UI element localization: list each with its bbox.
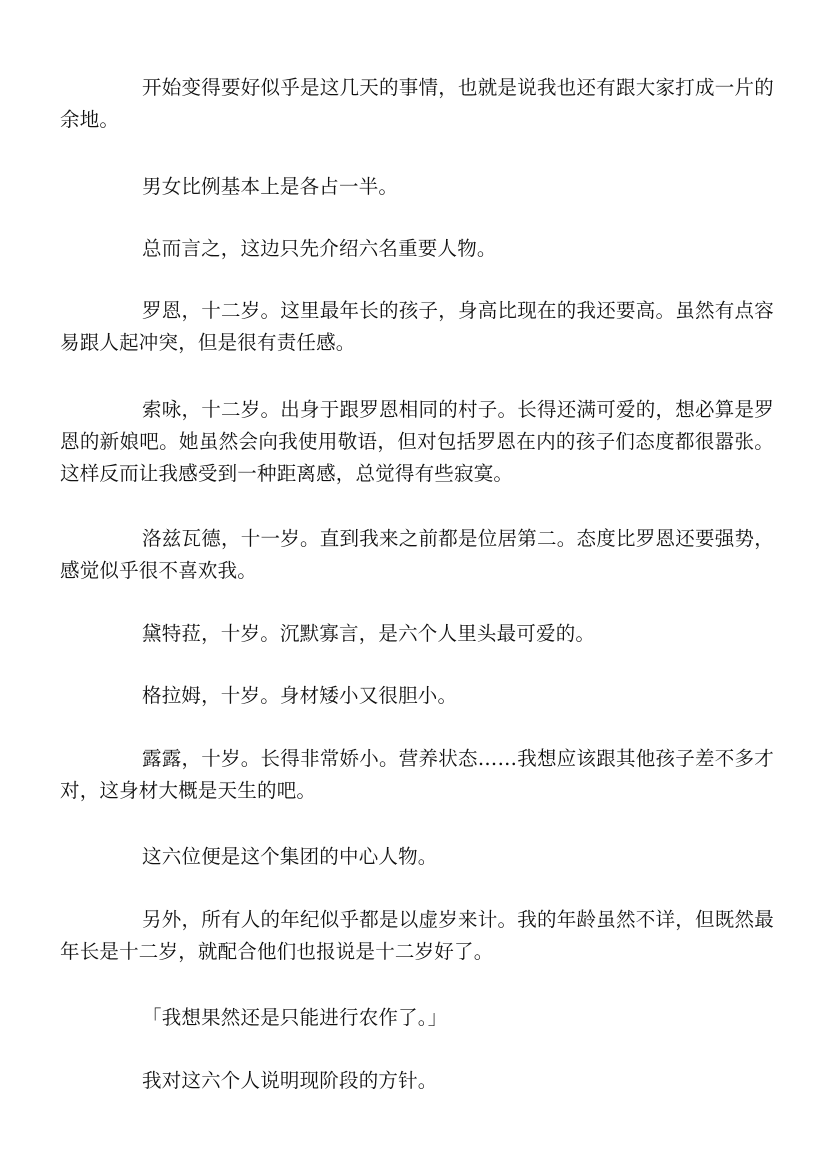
paragraph-13: 我对这六个人说明现阶段的方针。: [142, 1069, 438, 1092]
paragraph-9: 露露，十岁。长得非常娇小。营养状态……我想应该跟其他孩子差不多才对，这身材大概是天生的吧。: [60, 747, 774, 802]
paragraph-8: 格拉姆，十岁。身材矮小又很胆小。: [142, 684, 458, 707]
paragraph-4: 罗恩，十二岁。这里最年长的孩子，身高比现在的我还要高。虽然有点容易跟人起冲突，但是很有责任感。: [60, 299, 774, 354]
paragraph-6: 洛兹瓦德，十一岁。直到我来之前都是位居第二。态度比罗恩还要强势，感觉似乎很不喜欢我。: [60, 527, 774, 582]
paragraph-12: 「我想果然还是只能进行农作了。」: [142, 1006, 448, 1029]
paragraph-7: 黛特菈，十岁。沉默寡言，是六个人里头最可爱的。: [142, 622, 596, 645]
paragraph-2: 男女比例基本上是各占一半。: [142, 175, 399, 198]
paragraph-1: 开始变得要好似乎是这几天的事情，也就是说我也还有跟大家打成一片的余地。: [60, 76, 774, 131]
paragraph-11: 另外，所有人的年纪似乎都是以虚岁来计。我的年龄虽然不详，但既然最年长是十二岁，就配合他们也报说是十二岁好了。: [60, 908, 774, 963]
paragraph-10: 这六位便是这个集团的中心人物。: [142, 845, 438, 868]
paragraph-3: 总而言之，这边只先介绍六名重要人物。: [142, 237, 497, 260]
paragraph-5: 索咏，十二岁。出身于跟罗恩相同的村子。长得还满可爱的，想必算是罗恩的新娘吧。她虽然会向我使用敬语，但对包括罗恩在内的孩子们态度都很嚣张。这样反而让我感受到一种距离感，总觉得有些寂寞。: [60, 398, 774, 485]
